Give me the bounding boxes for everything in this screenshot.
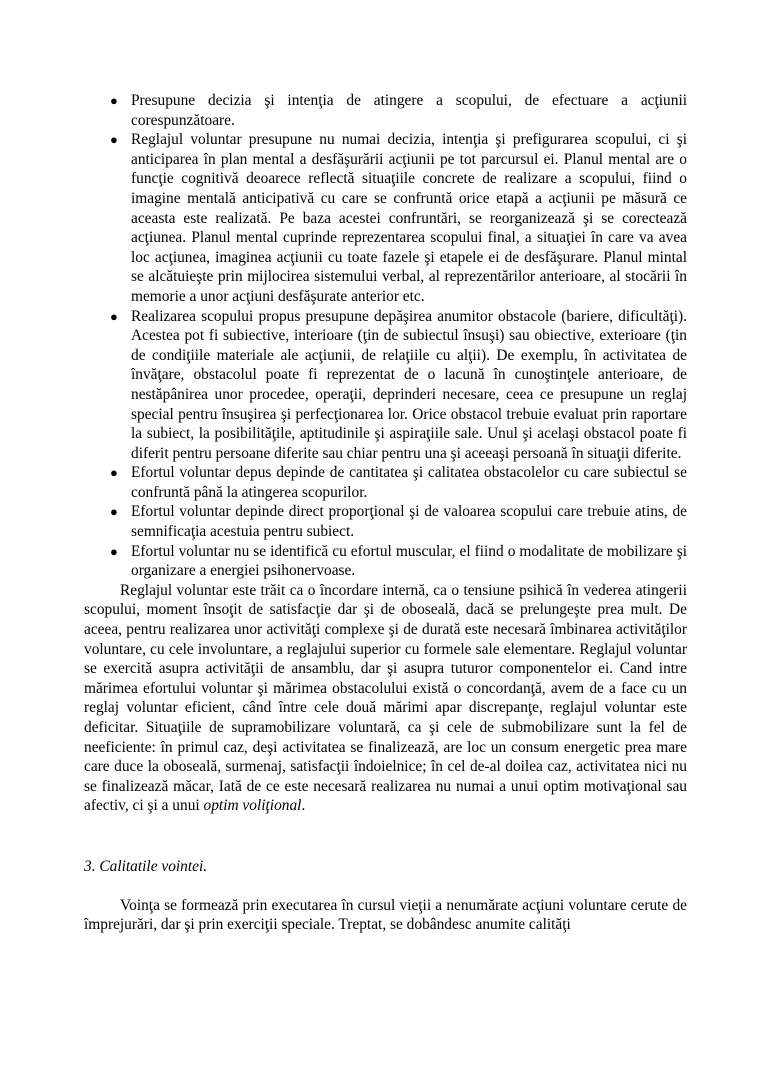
body-paragraph: Voinţa se formează prin executarea în cursul vieţii a nenumărate acţiuni voluntare cerute de împrejurări, dar şi prin exerciţii speciale. Treptat, se dobândesc anumite calităţi: [84, 896, 687, 934]
bullet-icon: ●: [110, 465, 118, 481]
paragraph-text: Reglajul voluntar este trăit ca o încordare internă, ca o tensiune psihică în vederea atingerii scopului, moment însoţit de satisfacţie dar şi de oboseală, dacă se prelungeşte prea mult. De aceea, pentru realizarea unor activităţi complexe şi de durată este necesară îmbinarea activităţilor voluntare, cu cele involuntare, a reglajului superior cu formele sale elementare. Reglajul voluntar se exercită asupra activităţii de ansamblu, dar şi asupra tuturor componentelor ei. Cand intre mărimea efortului voluntar şi mărimea obstacolului există o concordanţă, avem de a face cu un reglaj voluntar eficient, când între cele două mărimi apar discrepanţe, reglajul voluntar este deficitar. Situaţiile de supramobilizare voluntară, ca şi cele de submobilizare sunt la fel de neeficiente: în primul caz, deşi activitatea se finalizează, are loc un consum energetic prea mare care duce la oboseală, surmenaj, satisfacţii îndoielnice; în cel de-al doilea caz, activitatea nici nu se finalizează măcar, Iată de ce este necesară realizarea nu numai a unui optim motivaţional sau afectiv, ci şi a unui: [84, 581, 687, 815]
bullet-item: [84, 91, 687, 130]
bullet-item: [84, 542, 687, 581]
document-body: [84, 91, 687, 935]
bullet-item: [84, 307, 687, 464]
bullet-text: Efortul voluntar nu se identifică cu efortul muscular, el fiind o modalitate de mobilizare şi organizare a energiei psihonervoase.: [131, 542, 687, 580]
bullet-icon: ●: [110, 504, 118, 520]
bullet-icon: ●: [110, 308, 118, 324]
bullet-item: [84, 502, 687, 541]
bullet-item: [84, 463, 687, 502]
bullet-list: [84, 91, 687, 581]
bullet-text: Efortul voluntar depinde direct proporţional şi de valoarea scopului care trebuie atins, de semnificaţia acestuia pentru subiect.: [131, 503, 687, 541]
bullet-text: Reglajul voluntar presupune nu numai decizia, intenţia şi prefigurarea scopului, ci şi anticiparea în plan mental a desfăşurării acţiunii pe tot parcursul ei. Planul mental are o funcţie cognitivă deoarece reflectă situaţiile concrete de realizare a scopului, fiind o imagine mentală anticipativă cu care se confruntă orice etapă a acţiunii pe măsură ce aceasta este realizată. Pe baza acestei confruntări, se reorganizează şi se corectează acţiunea. Planul mental cuprinde reprezentarea scopului final, a situaţiei în care va avea loc acţiunea, imaginea acţiunii cu toate fazele şi etapele ei de desfăşurare. Planul mintal se alcătuieşte prin mijlocirea sistemului verbal, al reprezentărilor anterioare, al stocării în memorie a unor acţiuni desfăşurate anterior etc.: [131, 131, 687, 305]
bullet-icon: ●: [110, 93, 118, 108]
bullet-text: Realizarea scopului propus presupune depăşirea anumitor obstacole (bariere, dificultăţi). Acestea pot fi subiective, interioare (ţin de subiectul însuşi) sau obiective, exterioare (ţin de condiţiile materiale ale acţiunii, de relaţiile cu alţii). De exemplu, în activitatea de învăţare, obstacolul poate fi reprezentat de o lacună în cunoştinţele anterioare, de nestăpânirea unor procedee, operaţii, deprinderi necesare, ceea ce presupune un reglaj special pentru însuşirea şi perfecţionarea lor. Orice obstacol trebuie evaluat prin raportare la subiect, la posibilităţile, aptitudinile şi aspiraţiile sale. Unul şi acelaşi obstacol poate fi diferit pentru persoane diferite sau chiar pentru una şi aceeaşi persoană în situaţii diferite.: [131, 307, 687, 462]
section-heading: 3. Calitatile vointei.: [84, 857, 208, 875]
bullet-icon: ●: [110, 543, 118, 559]
paragraph-end: .: [301, 797, 306, 815]
bullet-text: Presupune decizia şi intenţia de atingere a scopului, de efectuare a acţiunii corespunzătoare.: [131, 92, 687, 129]
emphasis-text: optim voliţional: [203, 797, 302, 815]
body-paragraph: [84, 581, 687, 816]
bullet-text: Efortul voluntar depus depinde de cantitatea şi calitatea obstacolelor cu care subiectul se confruntă până la atingerea scopurilor.: [131, 464, 687, 501]
bullet-icon: ●: [110, 132, 118, 148]
bullet-item: [84, 130, 687, 306]
